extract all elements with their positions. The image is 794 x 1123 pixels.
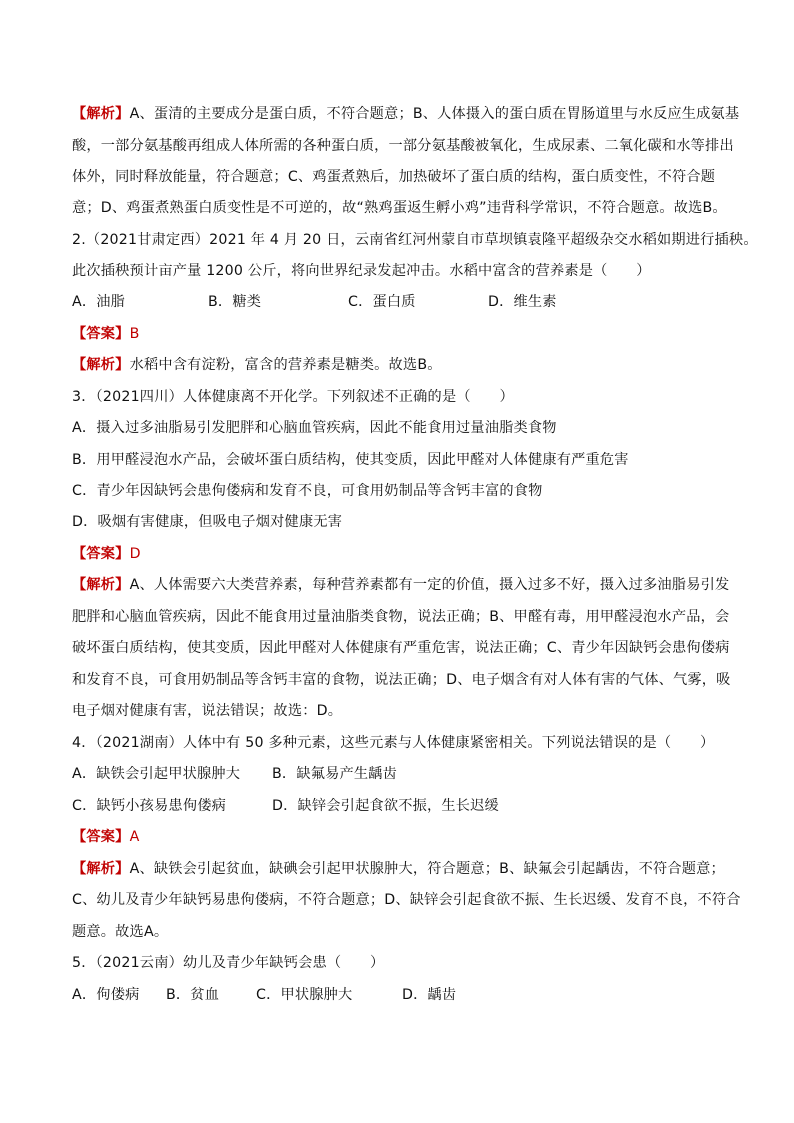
q3-analysis-text-1: A、人体需要六大类营养素，每种营养素都有一定的价值，摄入过多不好，摄入过多油脂易引发 (129, 577, 730, 593)
q3-option-a: A．摄入过多油脂易引发肥胖和心脑血管疾病，因此不能食用过量油脂类食物 (72, 420, 557, 436)
q3-answer-value: D (129, 546, 141, 562)
q4-option-b: B．缺氟易产生龋齿 (272, 766, 398, 782)
analysis-label: 【解析】 (72, 861, 130, 877)
q4-option-d: D．缺锌会引起食欲不振，生长迟缓 (272, 798, 499, 814)
q3-analysis-line-5: 电子烟对健康有害，说法错误；故选：D。 (72, 703, 343, 719)
q3-answer (72, 544, 732, 564)
q2-answer-value: B (129, 326, 140, 342)
q1-analysis-line-3: 体外，同时释放能量，符合题意；C、鸡蛋煮熟后，加热破坏了蛋白质的结构，蛋白质变性，不符合题 (72, 169, 716, 185)
q4-answer (72, 827, 732, 847)
analysis-label: 【解析】 (72, 106, 130, 122)
q4-options-row-2 (72, 796, 732, 816)
q2-option-c: C．蛋白质 (348, 294, 416, 310)
q4-option-a: A．缺铁会引起甲状腺肿大 (72, 766, 241, 782)
q4-analysis-line-1 (72, 859, 732, 879)
q4-options-row-1 (72, 764, 732, 784)
q3-analysis-line-2: 肥胖和心脑血管疾病，因此不能食用过量油脂类食物，说法正确；B、甲醛有毒，用甲醛浸泡水产品，会 (72, 609, 730, 625)
q4-analysis-line-3: 题意。故选A。 (72, 924, 169, 940)
q5-options (72, 985, 732, 1005)
q1-analysis-line-1 (72, 104, 740, 124)
q2-option-a: A．油脂 (72, 294, 126, 310)
q2-options (72, 292, 732, 312)
answer-label: 【答案】 (72, 326, 130, 342)
analysis-label: 【解析】 (72, 577, 130, 593)
q2-answer (72, 324, 732, 344)
q4-answer-value: A (129, 829, 140, 845)
q4-stem: 4．（2021湖南）人体中有 50 多种元素，这些元素与人体健康紧密相关。下列说法错误的是（ ） (72, 735, 715, 751)
q3-analysis-line-4: 和发育不良，可食用奶制品等含钙丰富的食物，说法正确；D、电子烟含有对人体有害的气体、气雾，吸 (72, 672, 731, 688)
q2-option-b: B．糖类 (208, 294, 262, 310)
q3-analysis-line-1 (72, 575, 732, 595)
q3-analysis-line-3: 破坏蛋白质结构，使其变质，因此甲醛对人体健康有严重危害，说法正确；C、青少年因缺钙会患佝偻病 (72, 640, 730, 656)
q3-stem: 3．（2021四川）人体健康离不开化学。下列叙述不正确的是（ ） (72, 389, 514, 405)
q5-option-b: B．贫血 (166, 987, 220, 1003)
q1-analysis-line-4: 意；D、鸡蛋煮熟蛋白质变性是不可逆的，故“熟鸡蛋返生孵小鸡”违背科学常识，不符合题意。故选B。 (72, 200, 727, 216)
q2-analysis (72, 355, 732, 375)
q2-analysis-text: 水稻中含有淀粉，富含的营养素是糖类。故选B。 (129, 357, 442, 373)
q1-analysis-line-2: 酸，一部分氨基酸再组成人体所需的各种蛋白质，一部分氨基酸被氧化，生成尿素、二氧化碳和水等排出 (72, 138, 734, 154)
answer-label: 【答案】 (72, 546, 130, 562)
q3-option-c: C．青少年因缺钙会患佝偻病和发育不良，可食用奶制品等含钙丰富的食物 (72, 483, 543, 499)
answer-label: 【答案】 (72, 829, 130, 845)
q4-option-c: C．缺钙小孩易患佝偻病 (72, 798, 226, 814)
q3-option-d: D．吸烟有害健康，但吸电子烟对健康无害 (72, 514, 343, 530)
q5-option-c: C．甲状腺肿大 (256, 987, 353, 1003)
q5-option-d: D．龋齿 (402, 987, 457, 1003)
q2-stem-line-2: 此次插秧预计亩产量 1200 公斤，将向世界纪录发起冲击。水稻中富含的营养素是（ ） (72, 263, 651, 279)
analysis-label: 【解析】 (72, 357, 130, 373)
q5-stem: 5．（2021云南）幼儿及青少年缺钙会患（ ） (72, 955, 385, 971)
q2-option-d: D．维生素 (488, 294, 557, 310)
q4-analysis-text-1: A、缺铁会引起贫血，缺碘会引起甲状腺肿大，符合题意；B、缺氟会引起龋齿，不符合题意； (129, 861, 725, 877)
q1-analysis-text-1: A、蛋清的主要成分是蛋白质，不符合题意；B、人体摄入的蛋白质在胃肠道里与水反应生成氨基 (129, 106, 740, 122)
q5-option-a: A．佝偻病 (72, 987, 140, 1003)
q3-option-b: B．用甲醛浸泡水产品，会破坏蛋白质结构，使其变质，因此甲醛对人体健康有严重危害 (72, 452, 629, 468)
q4-analysis-line-2: C、幼儿及青少年缺钙易患佝偻病，不符合题意；D、缺锌会引起食欲不振、生长迟缓、发育不良，不符合 (72, 892, 741, 908)
q2-stem-line-1: 2.（2021甘肃定西）2021 年 4 月 20 日，云南省红河州蒙自市草坝镇袁隆平超级杂交水稻如期进行插秧。 (72, 232, 758, 248)
